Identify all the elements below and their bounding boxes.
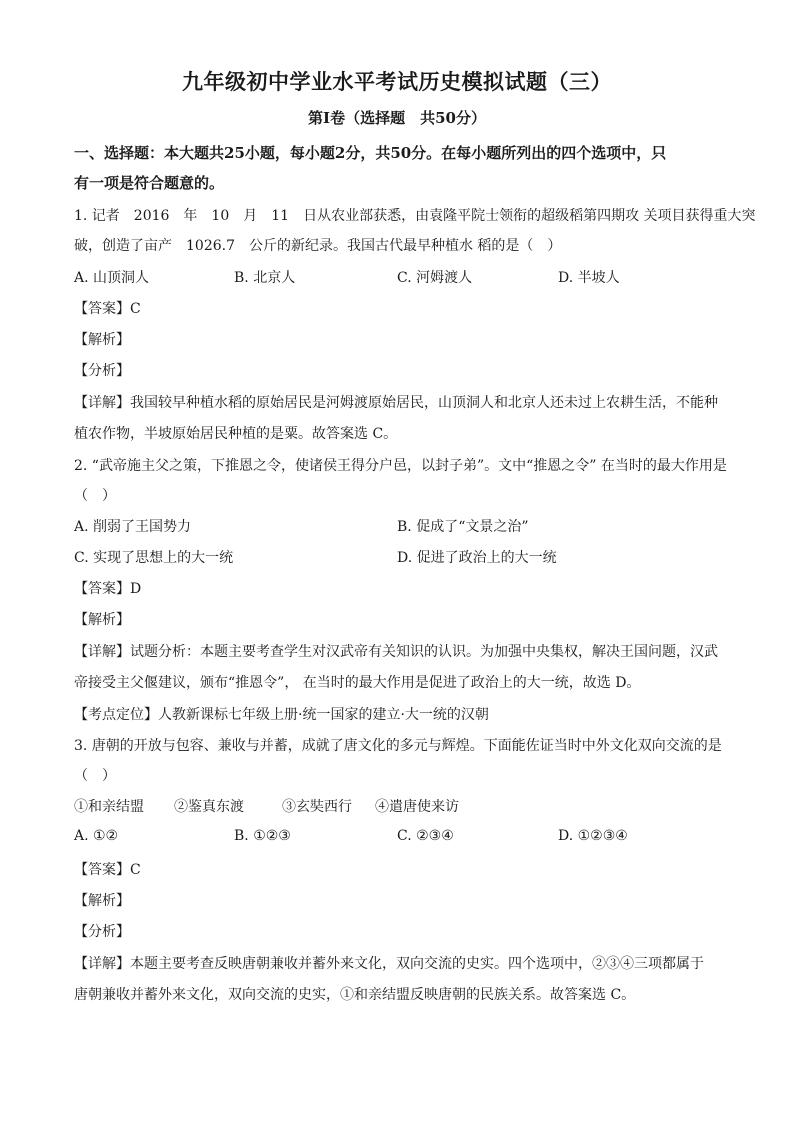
q2-option-a: A. 削弱了王国势力 bbox=[74, 519, 192, 535]
q3-detail-line2: 唐朝兼收并蓄外来文化，双向交流的史实，①和亲结盟反映唐朝的民族关系。故答案选 C。 bbox=[74, 987, 636, 1003]
q3-item-3: ③玄奘西行 bbox=[282, 799, 352, 815]
q3-item-2: ②鉴真东渡 bbox=[174, 799, 244, 815]
q3-item-1: ①和亲结盟 bbox=[74, 799, 144, 815]
q3-jiexi: 【解析】 bbox=[74, 893, 130, 909]
q1-fenxi: 【分析】 bbox=[74, 363, 130, 379]
q2-detail-line2: 帝接受主父偃建议，颁布“推恩令”， 在当时的最大作用是促进了政治上的大一统，故选 D。 bbox=[74, 675, 641, 691]
q3-option-a: A. ①② bbox=[74, 828, 119, 844]
q2-detail-line1: 【详解】试题分析：本题主要考查学生对汉武帝有关知识的认识。为加强中央集权，解决王国问题，汉武 bbox=[74, 644, 718, 660]
section-instruction-line2: 有一项是符合题意的。 bbox=[74, 174, 225, 192]
q3-option-d: D. ①②③④ bbox=[558, 828, 628, 844]
q1-option-c: C. 河姆渡人 bbox=[397, 270, 473, 286]
q3-stem-line1: 3. 唐朝的开放与包容、兼收与并蓄，成就了唐文化的多元与辉煌。下面能佐证当时中外文化双向交流的是 bbox=[74, 738, 722, 754]
q1-detail-line2: 植农作物，半坡原始居民种植的是粟。故答案选 C。 bbox=[74, 426, 398, 442]
q3-stem-line2: （ ） bbox=[74, 768, 116, 784]
q2-answer: 【答案】D bbox=[74, 581, 142, 597]
q3-fenxi: 【分析】 bbox=[74, 924, 130, 940]
q1-option-b: B. 北京人 bbox=[234, 270, 296, 286]
q1-detail-line1: 【详解】我国较早种植水稻的原始居民是河姆渡原始居民，山顶洞人和北京人还未过上农耕生活，不能种 bbox=[74, 395, 718, 411]
q2-stem-line1: 2. “武帝施主父之策，下推恩之令，使诸侯王得分户邑，以封子弟”。文中“推恩之令” 在当时的最大作用是 bbox=[74, 458, 727, 474]
q1-jiexi: 【解析】 bbox=[74, 332, 130, 348]
q3-option-c: C. ②③④ bbox=[397, 828, 454, 844]
q2-option-c: C. 实现了思想上的大一统 bbox=[74, 550, 234, 566]
q2-stem-line2: （ ） bbox=[74, 488, 116, 504]
q3-detail-line1: 【详解】本题主要考查反映唐朝兼收并蓄外来文化，双向交流的史实。四个选项中，②③④三项都属于 bbox=[74, 956, 704, 972]
page-subtitle: 第Ⅰ卷（选择题 共50分） bbox=[308, 109, 486, 127]
q3-option-b: B. ①②③ bbox=[234, 828, 291, 844]
q1-stem-line1: 1. 记者 2016 年 10 月 11 日从农业部获悉，由袁隆平院士领衔的超级稻第四期攻 关项目获得重大突 bbox=[74, 208, 756, 224]
q2-kaodian: 【考点定位】人教新课标七年级上册·统一国家的建立·大一统的汉朝 bbox=[74, 707, 489, 723]
q1-option-d: D. 半坡人 bbox=[558, 270, 620, 286]
q3-answer: 【答案】C bbox=[74, 862, 141, 878]
section-instruction-line1: 一、选择题：本大题共25小题，每小题2分，共50分。在每小题所列出的四个选项中，只 bbox=[74, 144, 667, 162]
q2-jiexi: 【解析】 bbox=[74, 612, 130, 628]
q2-option-d: D. 促进了政治上的大一统 bbox=[397, 550, 557, 566]
q1-answer: 【答案】C bbox=[74, 301, 141, 317]
q1-stem-line2: 破，创造了亩产 1026.7 公斤的新纪录。我国古代最早种植水 稻的是（ ） bbox=[74, 238, 562, 254]
q3-item-4: ④遣唐使来访 bbox=[375, 799, 459, 815]
q2-option-b: B. 促成了“文景之治” bbox=[397, 519, 529, 535]
page-title: 九年级初中学业水平考试历史模拟试题（三） bbox=[182, 69, 612, 94]
q1-option-a: A. 山顶洞人 bbox=[74, 270, 150, 286]
